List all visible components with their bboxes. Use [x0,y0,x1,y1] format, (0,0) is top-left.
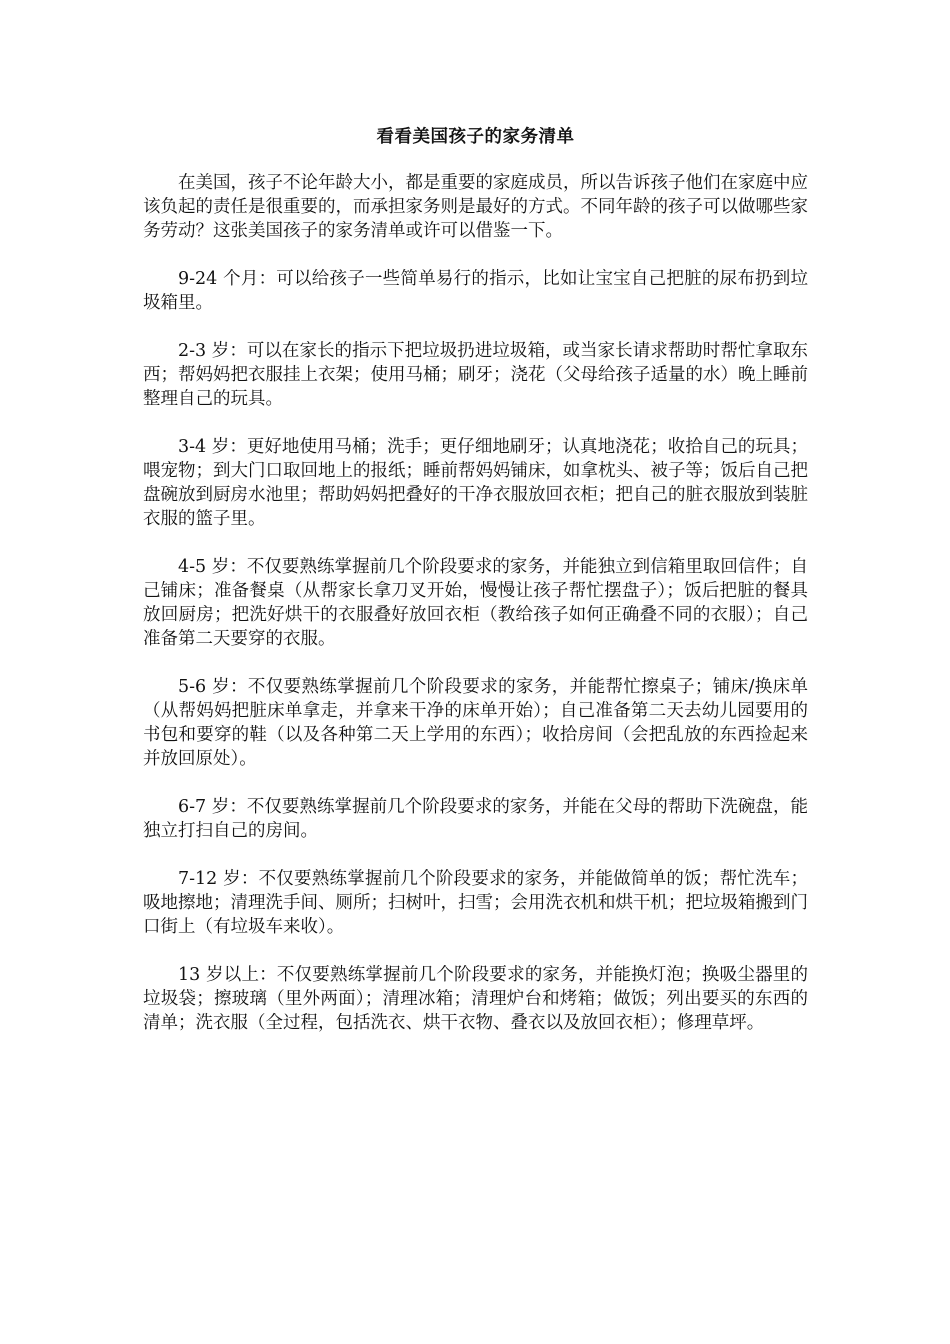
paragraph-intro: 在美国，孩子不论年龄大小，都是重要的家庭成员，所以告诉孩子他们在家庭中应该负起的责任是很重要的，而承担家务则是最好的方式。不同年龄的孩子可以做哪些家务劳动？这张美国孩子的家务清单或许可以借鉴一下。 [143,173,808,241]
paragraph-6-7-years: 6-7 岁：不仅要熟练掌握前几个阶段要求的家务，并能在父母的帮助下洗碗盘，能独立打扫自己的房间。 [143,797,808,841]
paragraph-2-3-years: 2-3 岁：可以在家长的指示下把垃圾扔进垃圾箱，或当家长请求帮助时帮忙拿取东西；帮妈妈把衣服挂上衣架；使用马桶；刷牙；浇花（父母给孩子适量的水）晚上睡前整理自己的玩具。 [143,341,808,409]
paragraph-5-6-years: 5-6 岁：不仅要熟练掌握前几个阶段要求的家务，并能帮忙擦桌子；铺床/换床单（从帮妈妈把脏床单拿走，并拿来干净的床单开始）；自己准备第二天去幼儿园要用的书包和要穿的鞋（以及各种第二天上学用的东西）；收拾房间（会把乱放的东西捡起来并放回原处）。 [143,677,808,769]
paragraph-7-12-years: 7-12 岁：不仅要熟练掌握前几个阶段要求的家务，并能做简单的饭；帮忙洗车；吸地擦地；清理洗手间、厕所；扫树叶，扫雪；会用洗衣机和烘干机；把垃圾箱搬到门口街上（有垃圾车来收）。 [143,869,808,937]
paragraph-9-24-months: 9-24 个月：可以给孩子一些简单易行的指示，比如让宝宝自己把脏的尿布扔到垃圾箱里。 [143,269,808,313]
document-title: 看看美国孩子的家务清单 [376,127,575,147]
paragraph-13-plus-years: 13 岁以上：不仅要熟练掌握前几个阶段要求的家务，并能换灯泡；换吸尘器里的垃圾袋；擦玻璃（里外两面）；清理冰箱；清理炉台和烤箱；做饭；列出要买的东西的清单；洗衣服（全过程，包括洗衣、烘干衣物、叠衣以及放回衣柜）；修理草坪。 [143,965,808,1033]
paragraph-3-4-years: 3-4 岁：更好地使用马桶；洗手；更仔细地刷牙；认真地浇花；收拾自己的玩具；喂宠物；到大门口取回地上的报纸；睡前帮妈妈铺床，如拿枕头、被子等；饭后自己把盘碗放到厨房水池里；帮助妈妈把叠好的干净衣服放回衣柜；把自己的脏衣服放到装脏衣服的篮子里。 [143,437,808,529]
document-body [143,125,808,1059]
paragraph-4-5-years: 4-5 岁：不仅要熟练掌握前几个阶段要求的家务，并能独立到信箱里取回信件；自己铺床；准备餐桌（从帮家长拿刀叉开始，慢慢让孩子帮忙摆盘子）；饭后把脏的餐具放回厨房；把洗好烘干的衣服叠好放回衣柜（教给孩子如何正确叠不同的衣服）；自己准备第二天要穿的衣服。 [143,557,808,649]
